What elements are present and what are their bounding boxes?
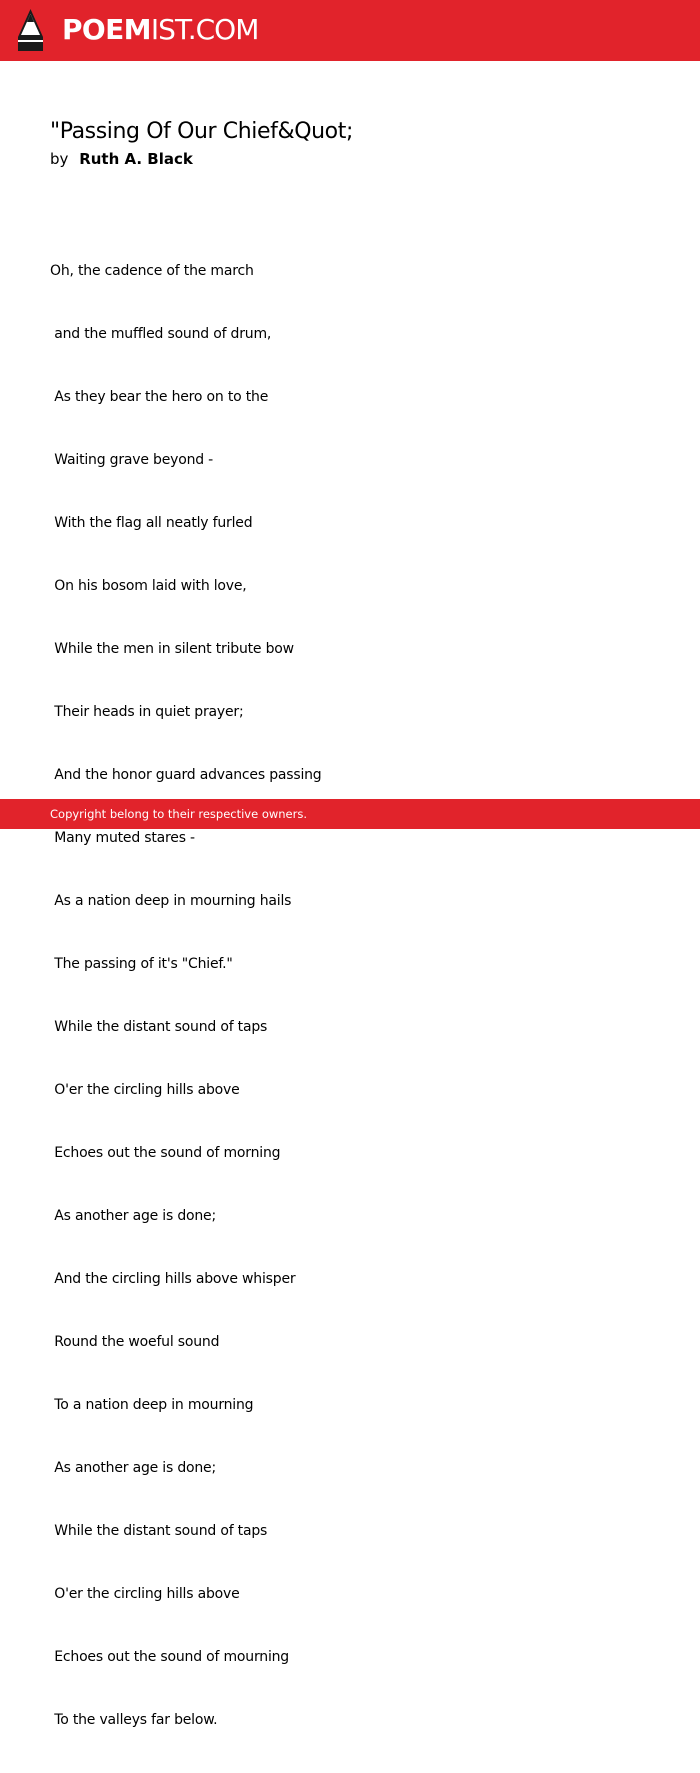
poem-line: And the circling hills above whisper [50,1271,296,1287]
poem-line: To the valleys far below. [50,1712,218,1728]
poem-line: To a nation deep in mourning [50,1397,254,1413]
site-footer [0,799,700,829]
poem-line: Echoes out the sound of mourning [50,1649,289,1665]
copyright-notice: Copyright belong to their respective owners. [50,807,308,821]
site-logo[interactable] [62,13,258,47]
poem-line: As another age is done; [50,1460,216,1476]
poem-line: Round the woeful sound [50,1334,220,1350]
logo-brand-light: IST.COM [150,13,259,46]
pencil-icon[interactable] [18,9,43,51]
poem-line: The passing of it's "Chief." [50,956,233,972]
poem-line: With the flag all neatly furled [50,515,253,531]
poem-line: O'er the circling hills above [50,1586,240,1602]
poem-line: Many muted stares - [50,830,195,846]
poem-line: While the men in silent tribute bow [50,641,294,657]
poem-line: As another age is done; [50,1208,216,1224]
author-name: Ruth A. Black [79,150,193,168]
poem-line: Their heads in quiet prayer; [50,704,244,720]
poem-line: On his bosom laid with love, [50,578,247,594]
poem-line: While the distant sound of taps [50,1523,268,1539]
poem-line: While the distant sound of taps [50,1019,268,1035]
poem-body [50,219,322,1773]
poem-line: O'er the circling hills above [50,1082,240,1098]
poem-title: "Passing Of Our Chief&Quot; [50,119,353,144]
site-header [0,0,700,61]
poem-line: Waiting grave beyond - [50,452,214,468]
poem-line: and the muffled sound of drum, [50,326,272,342]
poem-line: Oh, the cadence of the march [50,263,254,279]
poem-line: As they bear the hero on to the [50,389,269,405]
logo-brand-bold: POEM [62,13,151,46]
byline [50,148,193,170]
by-label: by [50,150,69,168]
poem-line: Echoes out the sound of morning [50,1145,281,1161]
poem-line: And the honor guard advances passing [50,767,322,783]
poem-line: As a nation deep in mourning hails [50,893,292,909]
